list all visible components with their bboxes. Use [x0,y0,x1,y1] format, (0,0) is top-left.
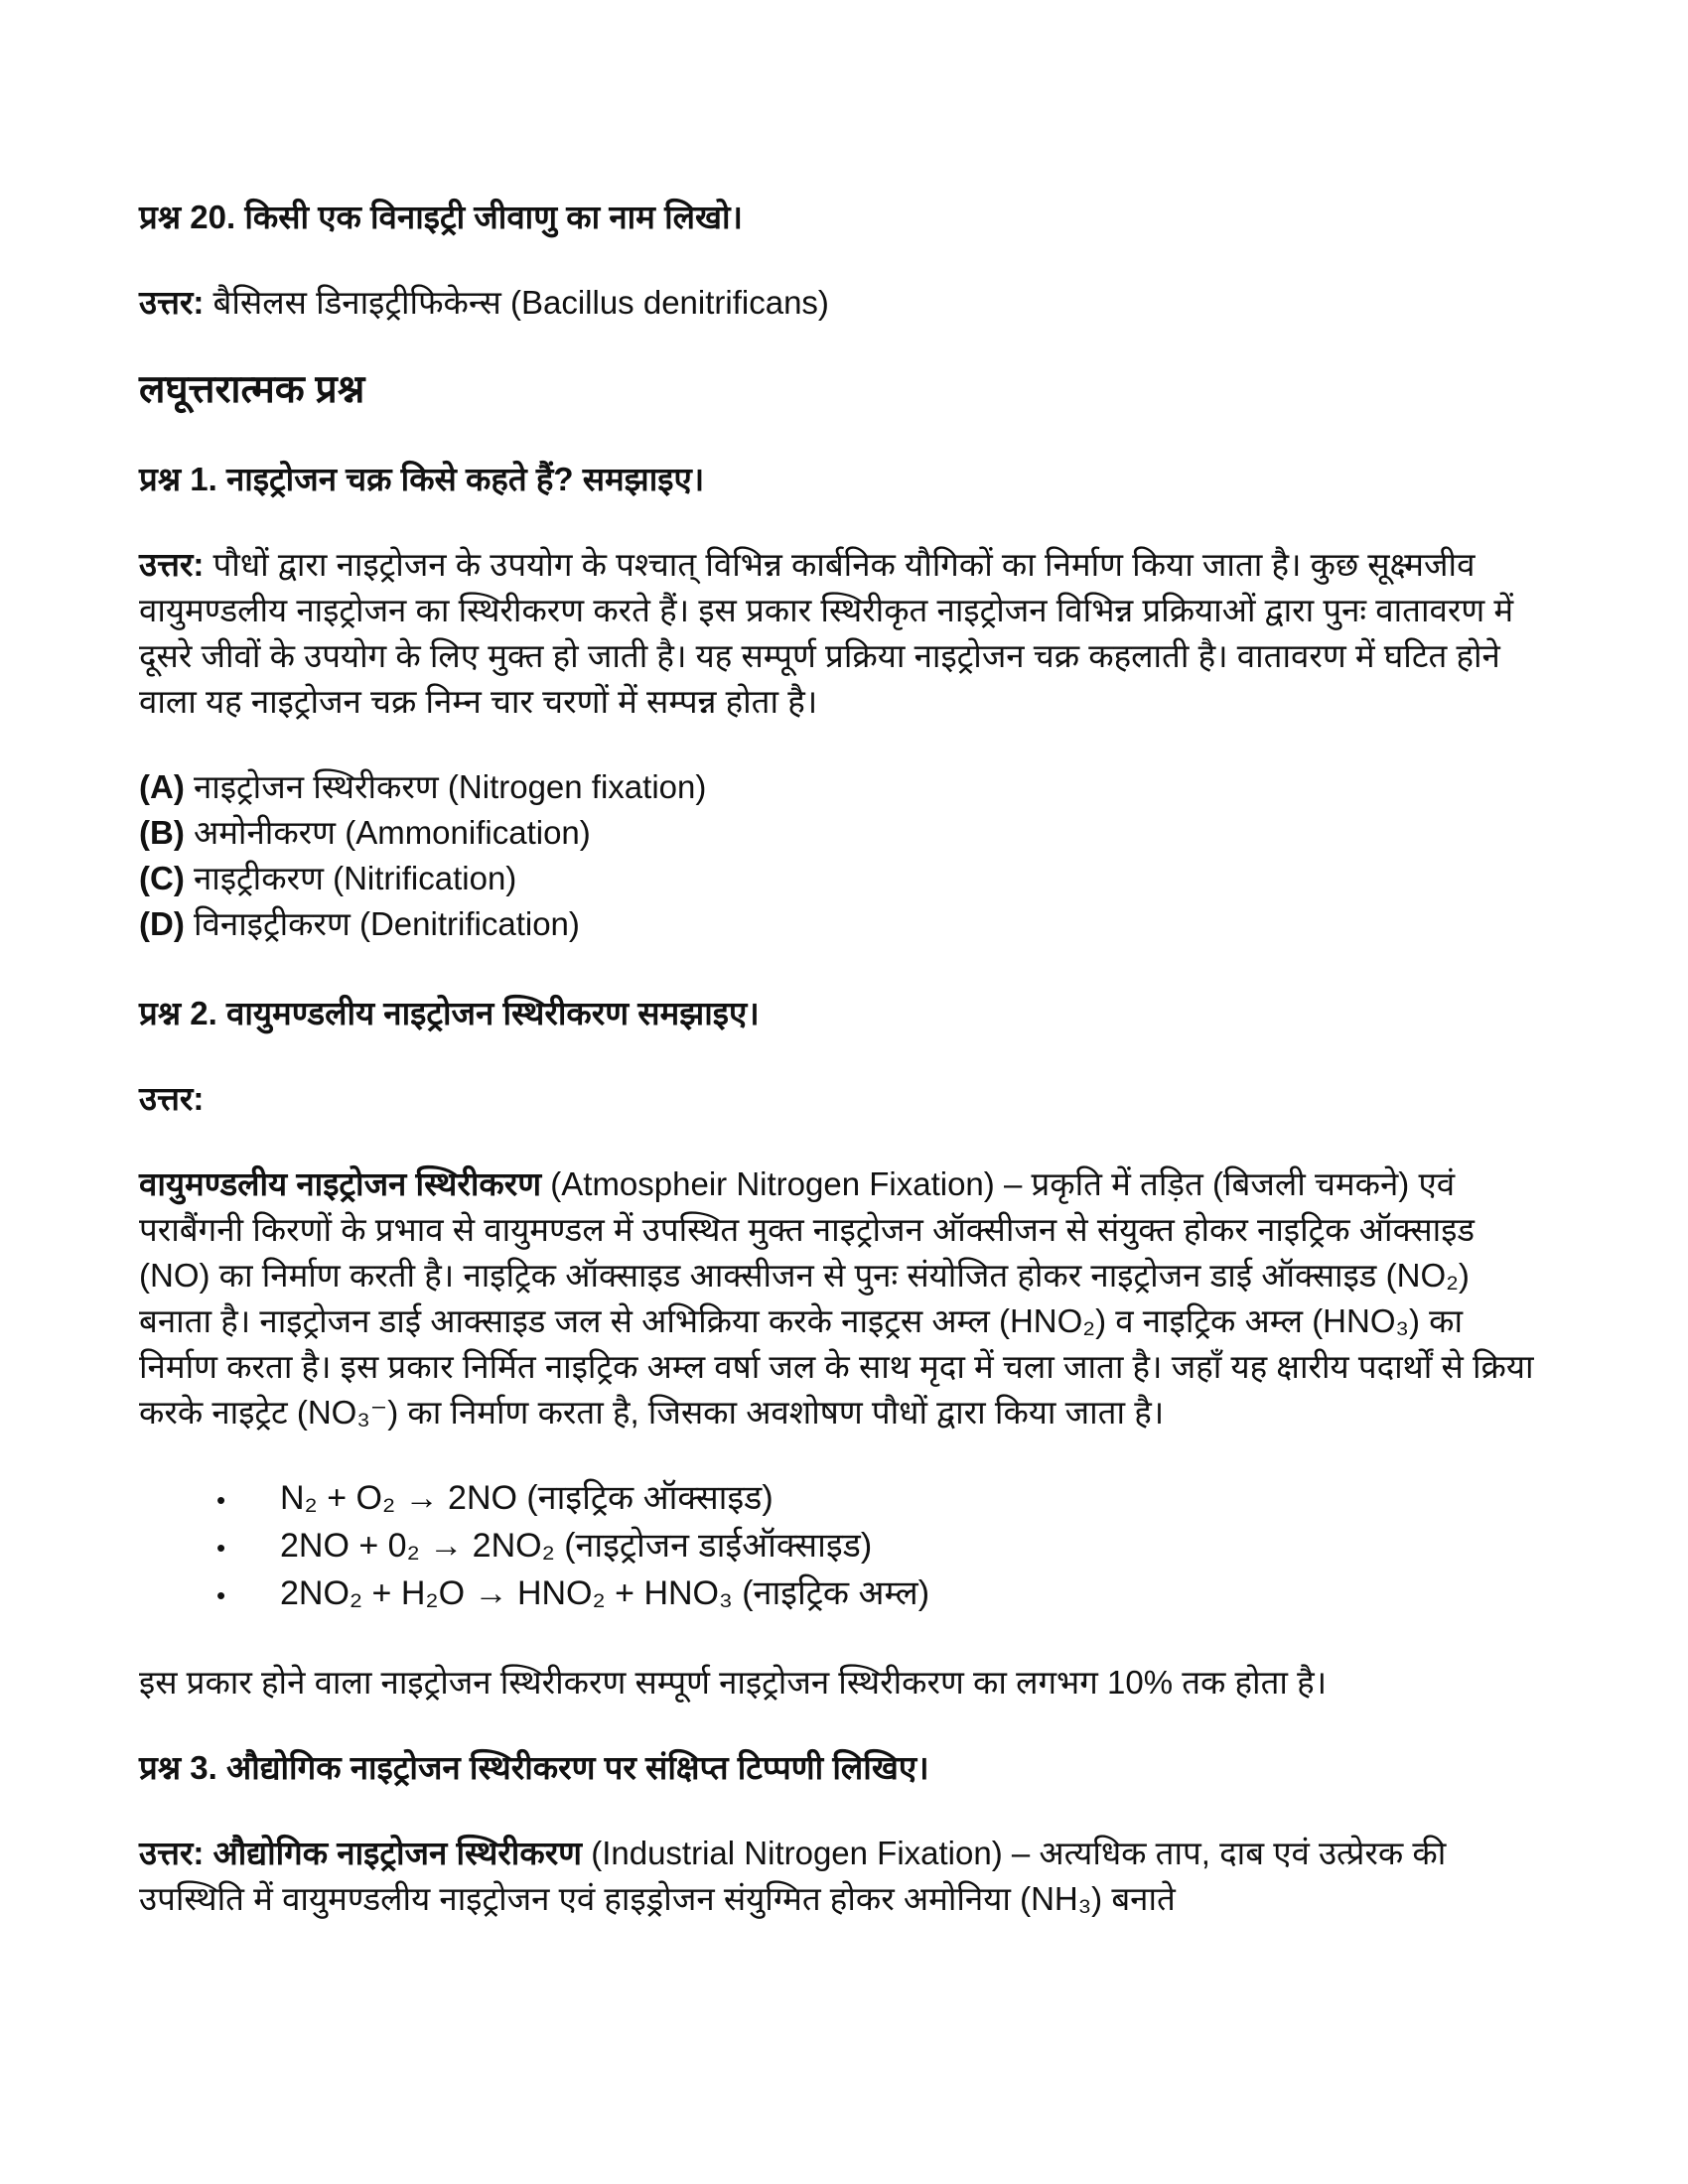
option-d-label: (D) [139,905,185,942]
equation-item-1 [216,1475,1549,1523]
bullet-icon [216,1477,280,1523]
option-c-label: (C) [139,860,185,896]
answer-2-label: उत्तर: [139,1080,205,1117]
option-a [139,764,1549,810]
equation-1-text: N₂ + O₂ → 2NO (नाइट्रिक ऑक्साइड) [280,1479,774,1517]
answer-3 [139,1831,1549,1922]
answer-1 [139,542,1549,725]
option-c [139,856,1549,901]
answer-20 [139,280,1549,326]
answer-3-lead: उत्तर: औद्योगिक नाइट्रोजन स्थिरीकरण [139,1835,583,1871]
section-heading-short-questions: लघूत्तरात्मक प्रश्न [139,368,365,411]
bullet-icon [216,1572,280,1618]
answer-1-text: पौधों द्वारा नाइट्रोजन के उपयोग के पश्चात् विभिन्न कार्बनिक यौगिकों का निर्माण किया जाता है। कुछ सूक्ष्मजीव वायुमण्डलीय नाइट्रोजन का स्थिरीकरण करते हैं। इस प्रकार स्थिरीकृत नाइट्रोजन विभिन्न प्रक्रियाओं द्वारा पुनः वातावरण में दूसरे जीवों के उपयोग के लिए मुक्त हो जाती है। यह सम्पूर्ण प्रक्रिया नाइट्रोजन चक्र कहलाती है। वातावरण में घटित होने वाला यह नाइट्रोजन चक्र निम्न चार चरणों में सम्पन्न होता है। [139,546,1514,720]
option-b-label: (B) [139,814,185,851]
chemical-equations-list [139,1475,1549,1618]
question-20-heading: प्रश्न 20. किसी एक विनाइट्री जीवाणु का नाम लिखो। [139,199,744,235]
answer-3-text: (Industrial Nitrogen Fixation) – अत्यधिक ताप, दाब एवं उत्प्रेरक की उपस्थिति में वायुमण्डलीय नाइट्रोजन एवं हाइड्रोजन संयुग्मित होकर अमोनिया (NH₃) बनाते [139,1835,1447,1917]
equation-2-text: 2NO + 0₂ → 2NO₂ (नाइट्रोजन डाईऑक्साइड) [280,1527,873,1565]
option-a-text: नाइट्रोजन स्थिरीकरण (Nitrogen fixation) [184,768,707,805]
option-c-text: नाइट्रीकरण (Nitrification) [184,860,517,896]
option-d-text: विनाइट्रीकरण (Denitrification) [184,905,580,942]
option-b-text: अमोनीकरण (Ammonification) [184,814,591,851]
option-d [139,901,1549,947]
answer-20-text: बैसिलस डिनाइट्रीफिकेन्स (Bacillus denitrificans) [204,284,829,321]
nitrogen-cycle-stages-list [139,764,1549,947]
option-a-label: (A) [139,768,185,805]
answer-2-text: (Atmospheir Nitrogen Fixation) – प्रकृति में तड़ित (बिजली चमकने) एवं पराबैंगनी किरणों के प्रभाव से वायुमण्डल में उपस्थित मुक्त नाइट्रोजन ऑक्सीजन से संयुक्त होकर नाइट्रिक ऑक्साइड (NO) का निर्माण करती है। नाइट्रिक ऑक्साइड आक्सीजन से पुनः संयोजित होकर नाइट्रोजन डाई ऑक्साइड (NO₂) बनाता है। नाइट्रोजन डाई आक्साइड जल से अभिक्रिया करके नाइट्रस अम्ल (HNO₂) व नाइट्रिक अम्ल (HNO₃) का निर्माण करता है। इस प्रकार निर्मित नाइट्रिक अम्ल वर्षा जल के साथ मृदा में चला जाता है। जहाँ यह क्षारीय पदार्थों से क्रिया करके नाइट्रेट (NO₃⁻) का निर्माण करता है, जिसका अवशोषण पौधों द्वारा किया जाता है। [139,1165,1534,1431]
answer-2-lead: वायुमण्डलीय नाइट्रोजन स्थिरीकरण [139,1165,542,1202]
answer-2-label-line [139,1076,1549,1122]
bullet-icon [216,1525,280,1570]
option-b [139,810,1549,856]
answer-2-closing: इस प्रकार होने वाला नाइट्रोजन स्थिरीकरण सम्पूर्ण नाइट्रोजन स्थिरीकरण का लगभग 10% तक होता है। [139,1664,1328,1701]
answer-20-label: उत्तर: [139,284,205,321]
question-2-heading: प्रश्न 2. वायुमण्डलीय नाइट्रोजन स्थिरीकरण समझाइए। [139,995,760,1031]
equation-item-2 [216,1523,1549,1570]
answer-2-body [139,1161,1549,1435]
equation-item-3 [216,1570,1549,1618]
equation-3-text: 2NO₂ + H₂O → HNO₂ + HNO₃ (नाइट्रिक अम्ल) [280,1574,930,1612]
question-3-heading: प्रश्न 3. औद्योगिक नाइट्रोजन स्थिरीकरण पर संक्षिप्त टिप्पणी लिखिए। [139,1749,929,1786]
answer-1-label: उत्तर: [139,546,205,583]
question-1-heading: प्रश्न 1. नाइट्रोजन चक्र किसे कहते हैं? समझाइए। [139,461,705,497]
